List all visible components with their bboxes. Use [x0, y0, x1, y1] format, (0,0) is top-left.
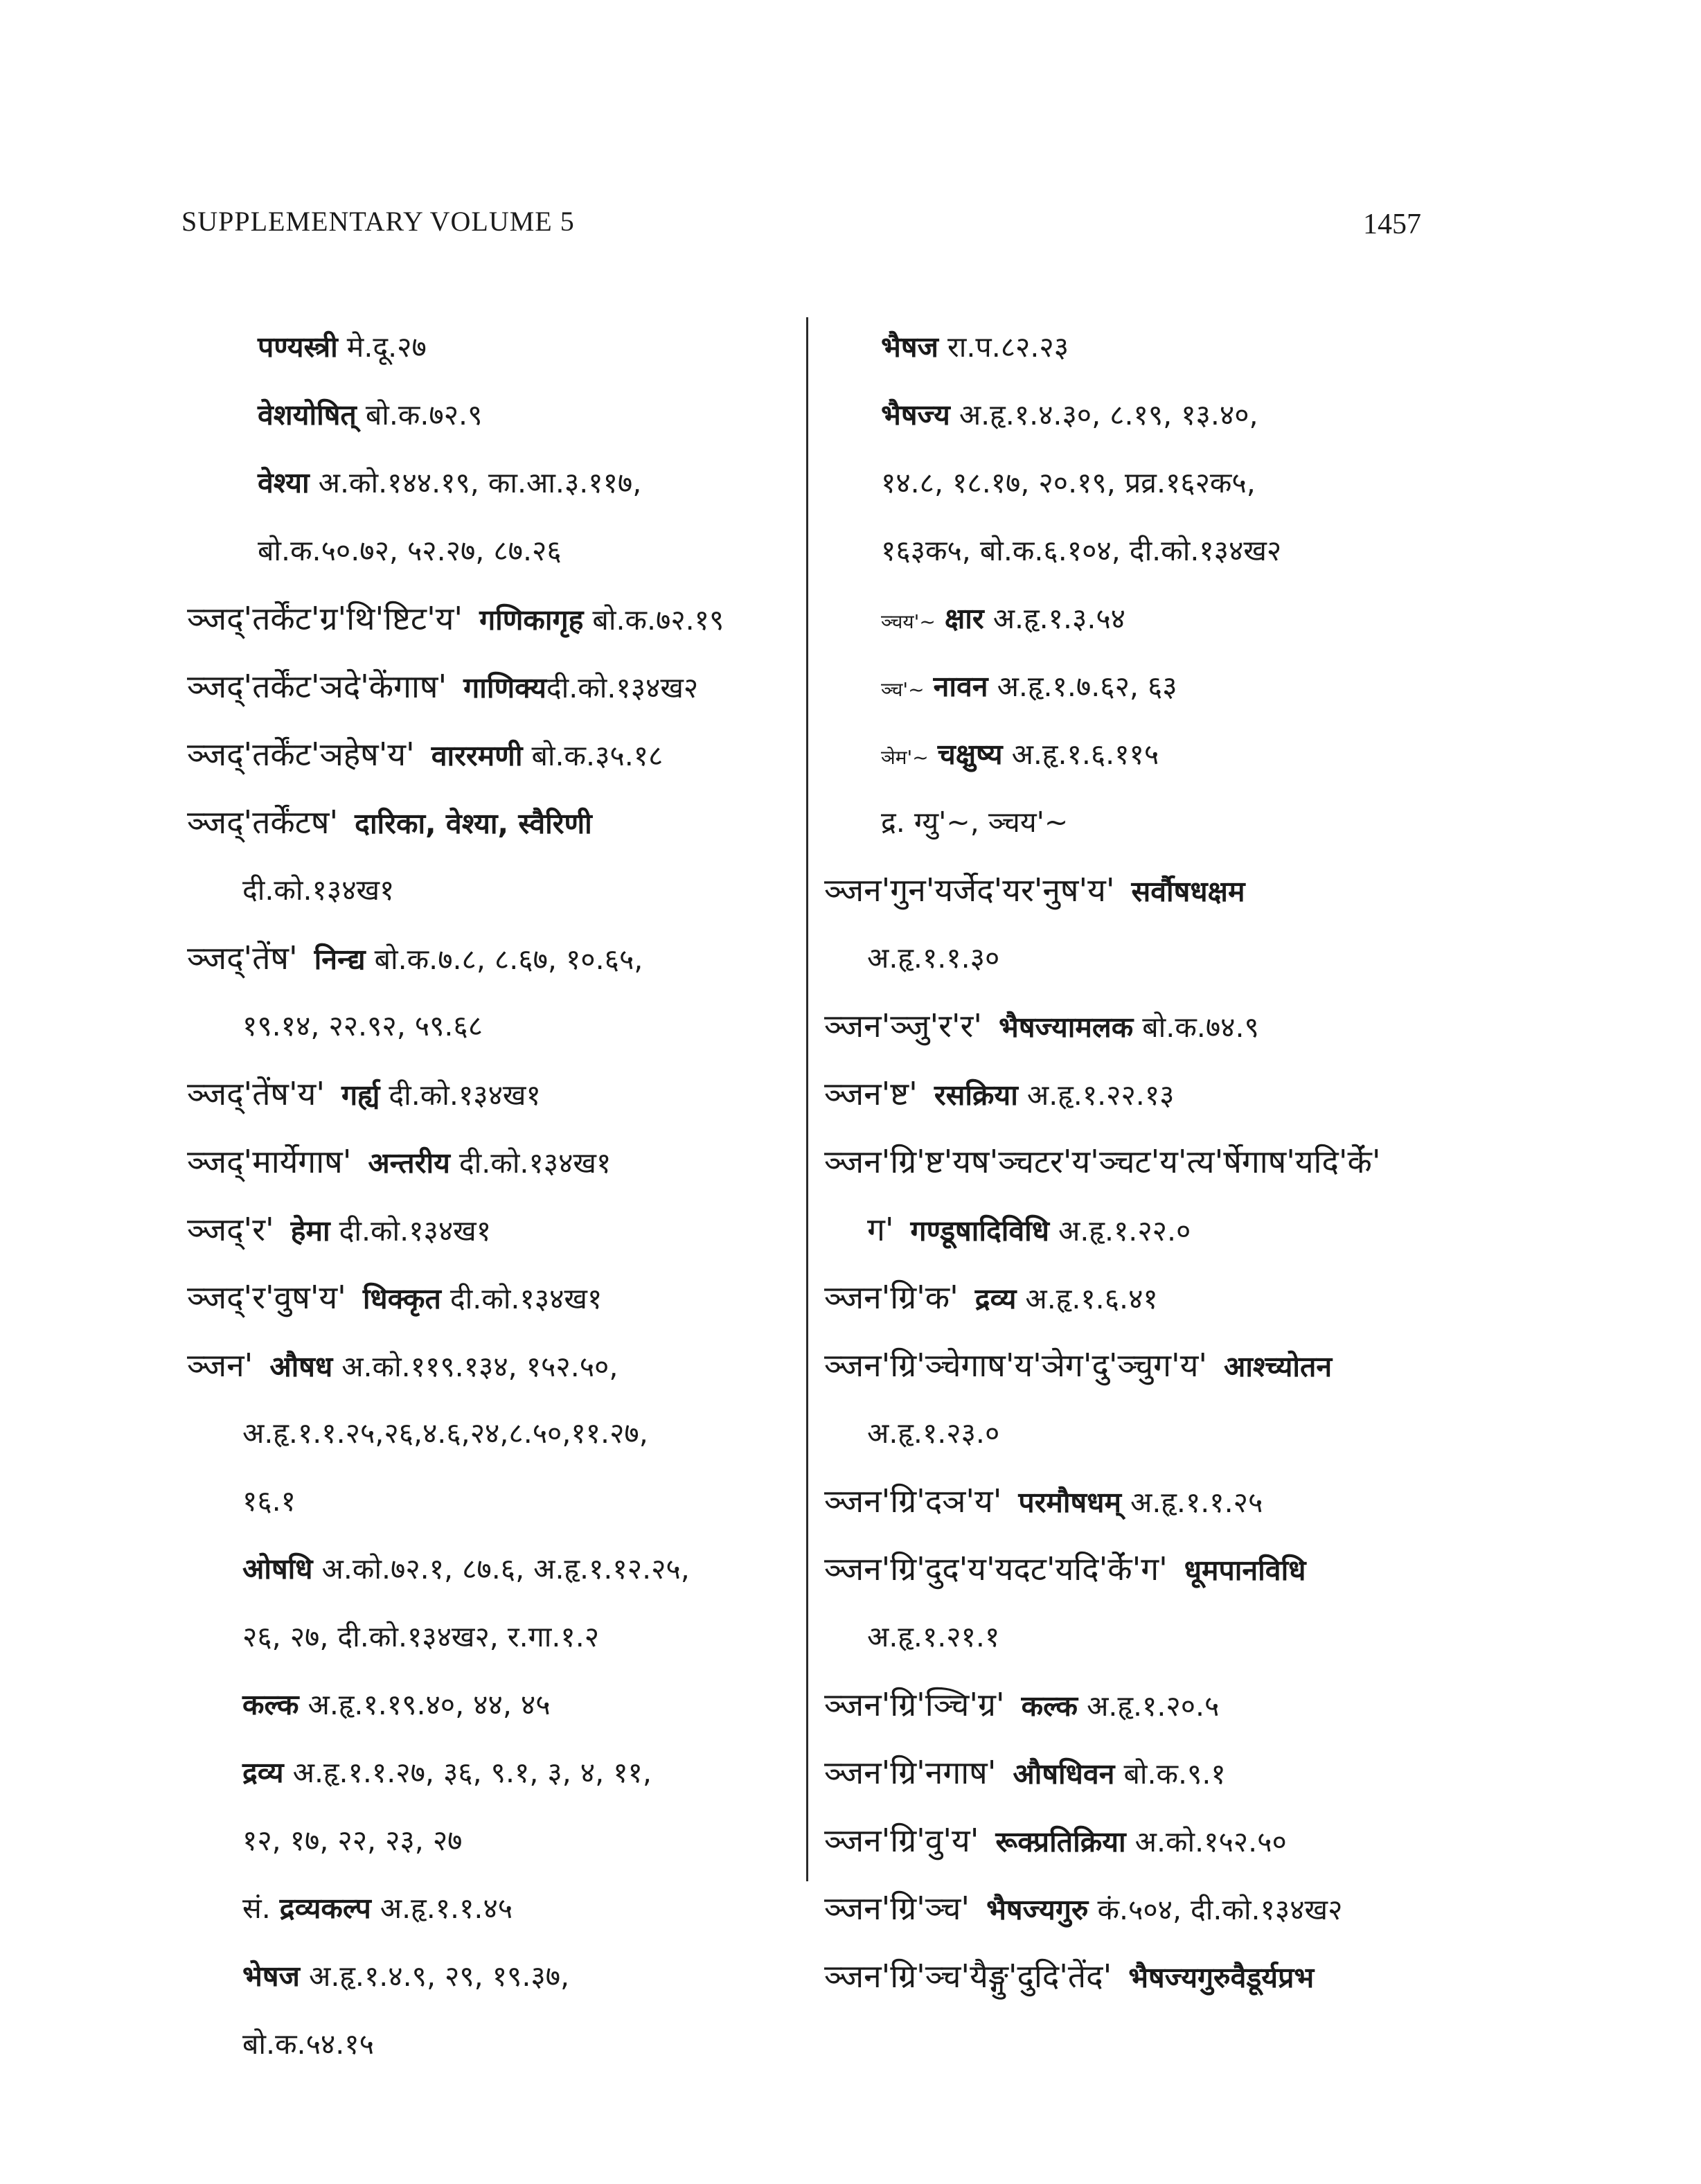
entry-line — [824, 1535, 1517, 1603]
entry-line — [187, 1060, 796, 1128]
entry-line — [187, 788, 796, 856]
reference: अ.को.११९.१३४, १५२.५०, — [341, 1350, 618, 1383]
tibetan-headword: ञ्जन' — [187, 1347, 253, 1384]
sanskrit-term: आश्च्योतन — [1224, 1350, 1333, 1383]
reference: अ.हृ.१.४.९, २९, १९.३७, — [309, 1960, 570, 1993]
tibetan-headword: ञ्जन'ग्रि'दञ'य' — [824, 1482, 1002, 1520]
sanskrit-term: अन्तरीय — [368, 1146, 450, 1180]
reference: अ.हृ.१.२२.० — [1058, 1214, 1191, 1248]
sanskrit-term: धूमपानविधि — [1184, 1554, 1306, 1587]
entry-line — [824, 1942, 1517, 2010]
sanskrit-term: सर्वौषधक्षम — [1131, 875, 1245, 908]
reference: अ.को.७२.१, ८७.६, अ.हृ.१.१२.२५, — [321, 1552, 690, 1586]
reference: दी.को.१३४ख१ — [339, 1214, 492, 1248]
continuation-line: अ.हृ.१.२१.१ — [867, 1620, 1000, 1653]
prefix: सं. — [242, 1892, 271, 1925]
tibetan-headword: ञ्जद्‌'र'वुष'य' — [187, 1279, 346, 1316]
left-column — [187, 313, 796, 2078]
tibetan-headword: ञ्जद्‌'र' — [187, 1211, 274, 1248]
entry-line — [187, 381, 796, 449]
tibetan-headword: ञ्जद्‌'तर्केंट'ञहेष'य' — [187, 736, 415, 773]
sanskrit-term: गण्डूषादिविधि — [910, 1214, 1049, 1248]
reference: अ.हृ.१.६.४१ — [1025, 1282, 1158, 1315]
running-title: SUPPLEMENTARY VOLUME 5 — [181, 206, 575, 237]
sanskrit-term: रसक्रिया — [934, 1078, 1018, 1112]
reference: अ.हृ.१.२२.१३ — [1026, 1078, 1175, 1112]
sanskrit-term: भेषज — [242, 1960, 300, 1993]
sanskrit-term: चक्षुष्य — [937, 738, 1003, 771]
tibetan-headword: ञ्जद्‌'तेंष'य' — [187, 1075, 325, 1112]
entry-line — [187, 449, 796, 517]
reference: बो.क.९.१ — [1123, 1757, 1226, 1791]
entry-line — [824, 1874, 1517, 1942]
sanskrit-term: भैषज्यामलक — [999, 1011, 1134, 1044]
tibetan-headword: ञ्जद्‌'तर्केंट'ग्र'थि'ष्टिट'य' — [187, 600, 463, 637]
reference: दी.को.१३४ख१ — [458, 1146, 612, 1180]
reference: दी.को.१३४ख२ — [546, 671, 699, 704]
entry-line — [824, 1263, 1517, 1331]
reference: बो.क.७२.१९ — [592, 603, 724, 637]
continuation-line: अ.हृ.१.२३.० — [867, 1417, 1000, 1450]
reference: अ.हृ.१.७.६२, ६३ — [997, 670, 1177, 703]
reference: दी.को.१३४ख१ — [389, 1078, 541, 1112]
sanskrit-term: गणिकागृह — [479, 603, 584, 637]
tibetan-compound: ञ्चय'~ — [881, 610, 936, 633]
sanskrit-term: भैषज — [881, 330, 938, 364]
reference: बो.क.७.८, ८.६७, १०.६५, — [374, 943, 643, 976]
sanskrit-term: द्रव्य — [242, 1756, 284, 1789]
continuation-line: दी.को.१३४ख१ — [242, 873, 395, 907]
entry-line — [187, 1196, 796, 1263]
sanskrit-term: द्रव्य — [974, 1282, 1017, 1315]
sanskrit-term: धिक्कृत — [362, 1282, 441, 1315]
entry-line — [824, 1467, 1517, 1535]
entry-line — [187, 1671, 796, 1739]
reference: अ.हृ.१.४.३०, ८.१९, १३.४०, — [959, 398, 1258, 432]
sanskrit-term: औषध — [269, 1350, 333, 1383]
reference: अ.हृ.१.१.४५ — [380, 1892, 513, 1925]
continuation-line: बो.क.५४.१५ — [242, 2027, 374, 2061]
entry-line — [824, 1806, 1517, 1874]
continuation-line: अ.हृ.१.१.३० — [867, 941, 1000, 975]
entry-line — [824, 1196, 1517, 1263]
sanskrit-term: भैषज्यगुरुवैडूर्यप्रभ — [1128, 1961, 1315, 1994]
sanskrit-term: ओषधि — [242, 1552, 313, 1586]
entry-line — [187, 313, 796, 381]
sanskrit-term: भैषज्य — [881, 398, 950, 432]
continuation-line: अ.हृ.१.१.२५,२६,४.६,२४,८.५०,११.२७, — [242, 1417, 648, 1450]
reference: अ.हृ.१.१.२५ — [1130, 1486, 1263, 1519]
tibetan-headword: ञ्जद्‌'तर्केंट'ञदे'केंगाष' — [187, 668, 447, 705]
tibetan-headword: ञ्जन'ष्ट' — [824, 1075, 918, 1112]
column-divider — [806, 317, 808, 1881]
sanskrit-term: वेश्या — [258, 466, 310, 499]
entry-line — [187, 1535, 796, 1603]
sanskrit-term: क्षार — [944, 602, 984, 635]
tibetan-headword: ञ्जन'ग्रि'ञ्चेगाष'य'ञेग'दु'ञ्चुग'य' — [824, 1347, 1208, 1384]
entry-line — [824, 381, 1517, 449]
entry-line — [824, 992, 1517, 1060]
reference: अ.हृ.१.६.११५ — [1011, 738, 1159, 771]
continuation-line: बो.क.५०.७२, ५२.२७, ८७.२६ — [258, 534, 562, 567]
entry-line — [824, 1739, 1517, 1806]
reference: अ.हृ.१.२०.५ — [1087, 1689, 1220, 1723]
entry-line — [187, 1263, 796, 1331]
entry-line — [824, 1331, 1517, 1399]
reference: रा.प.८२.२३ — [947, 330, 1069, 364]
entry-line — [824, 1671, 1517, 1739]
tibetan-headword: ञ्जन'ग्रि'क' — [824, 1279, 959, 1316]
sanskrit-term: पण्यस्त्री — [258, 330, 338, 364]
sanskrit-term: हेमा — [290, 1214, 330, 1248]
reference: बो.क.७४.९ — [1142, 1011, 1259, 1044]
entry-line — [824, 652, 1517, 720]
reference: अ.को.१५२.५० — [1134, 1825, 1287, 1858]
tibetan-headword: ञ्जन'ग्रि'ञ्चि'ग्र' — [824, 1686, 1005, 1723]
tibetan-headword: ग' — [867, 1211, 894, 1248]
page-number: 1457 — [1363, 208, 1421, 240]
reference: अ.हृ.१.१९.४०, ४४, ४५ — [308, 1688, 551, 1721]
continuation-line: १२, १७, २२, २३, २७ — [242, 1824, 463, 1857]
sanskrit-term: गर्ह्य — [341, 1078, 380, 1112]
cross-reference: द्र. ग्यु'~, ञ्चय'~ — [881, 806, 1069, 839]
continuation-line: १६३क५, बो.क.६.१०४, दी.को.१३४ख२ — [881, 534, 1282, 567]
tibetan-headword: ञ्जन'गुन'यर्जेद'यर'नुष'य' — [824, 871, 1115, 909]
continuation-line: १९.१४, २२.९२, ५९.६८ — [242, 1009, 483, 1042]
tibetan-headword: ञ्जन'ग्रि'ञ्च'यैङ्गु'दुदि'तेंद' — [824, 1957, 1112, 1995]
reference: बो.क.३५.१८ — [531, 739, 664, 772]
entry-line — [824, 1128, 1517, 1196]
right-column — [824, 313, 1517, 2010]
sanskrit-term: परमौषधम् — [1018, 1486, 1121, 1519]
sanskrit-term: कल्क — [242, 1688, 299, 1721]
entry-line — [187, 924, 796, 992]
reference: बो.क.७२.९ — [365, 398, 483, 432]
entry-line — [187, 1739, 796, 1806]
reference: अ.हृ.१.१.२७, ३६, ९.१, ३, ४, ११, — [292, 1756, 652, 1789]
tibetan-headword: ञ्जन'ग्रि'वु'य' — [824, 1822, 979, 1859]
entry-line — [187, 585, 796, 652]
reference: अ.को.१४४.१९, का.आ.३.११७, — [318, 466, 642, 499]
entry-line — [824, 720, 1517, 788]
reference: कं.५०४, दी.को.१३४ख२ — [1097, 1893, 1343, 1926]
entry-line — [187, 1128, 796, 1196]
tibetan-headword: ञ्जन'ञ्जु'र'र' — [824, 1007, 983, 1045]
tibetan-headword: ञ्जद्‌'तर्केंटष' — [187, 804, 339, 841]
sanskrit-term: द्रव्यकल्प — [279, 1892, 371, 1925]
entry-line — [824, 856, 1517, 924]
entry-line — [187, 652, 796, 720]
tibetan-compound: ञेम'~ — [881, 746, 929, 769]
entry-line — [824, 313, 1517, 381]
tibetan-headword: ञ्जन'ग्रि'नगाष' — [824, 1754, 997, 1791]
sanskrit-term: औषधिवन — [1013, 1757, 1115, 1791]
continuation-line: १६.१ — [242, 1484, 296, 1518]
continuation-line: १४.८, १८.१७, २०.१९, प्रव्र.१६२क५, — [881, 466, 1256, 499]
sanskrit-term: रूक्प्रतिक्रिया — [995, 1825, 1126, 1858]
reference: अ.हृ.१.३.५४ — [992, 602, 1126, 635]
sanskrit-term: निन्द्य — [314, 943, 366, 976]
reference: मे.दू.२७ — [346, 330, 427, 364]
sanskrit-term: दारिका, वेश्या, स्वैरिणी — [355, 807, 592, 840]
entry-line — [187, 1942, 796, 2010]
tibetan-headword: ञ्जद्‌'तेंष' — [187, 939, 298, 977]
tibetan-headword: ञ्जद्‌'मार्येगाष' — [187, 1143, 352, 1180]
entry-line — [824, 585, 1517, 652]
continuation-line: २६, २७, दी.को.१३४ख२, र.गा.१.२ — [242, 1620, 600, 1653]
sanskrit-term: कल्क — [1021, 1689, 1078, 1723]
tibetan-headword: ञ्जन'ग्रि'ञ्च' — [824, 1890, 970, 1927]
entry-line — [187, 1874, 796, 1942]
sanskrit-term: गाणिक्य — [463, 671, 546, 704]
entry-line — [187, 1331, 796, 1399]
tibetan-headword: ञ्जन'ग्रि'दुद'य'यदट'यदि'केंं'ग' — [824, 1550, 1168, 1588]
sanskrit-term: वेशयोषित् — [258, 398, 357, 432]
sanskrit-term: नावन — [933, 670, 988, 703]
reference: दी.को.१३४ख१ — [449, 1282, 603, 1315]
tibetan-compound: ञ्च'~ — [881, 678, 925, 701]
tibetan-headword: ञ्जन'ग्रि'ष्ट'यष'ञ्चटर'य'ञ्चट'य'त्य'र्षेगाष'यदि'केंं' — [824, 1143, 1381, 1180]
sanskrit-term: भैषज्यगुरु — [986, 1893, 1089, 1926]
entry-line — [824, 1060, 1517, 1128]
entry-line — [187, 720, 796, 788]
sanskrit-term: वाररमणी — [431, 739, 523, 772]
